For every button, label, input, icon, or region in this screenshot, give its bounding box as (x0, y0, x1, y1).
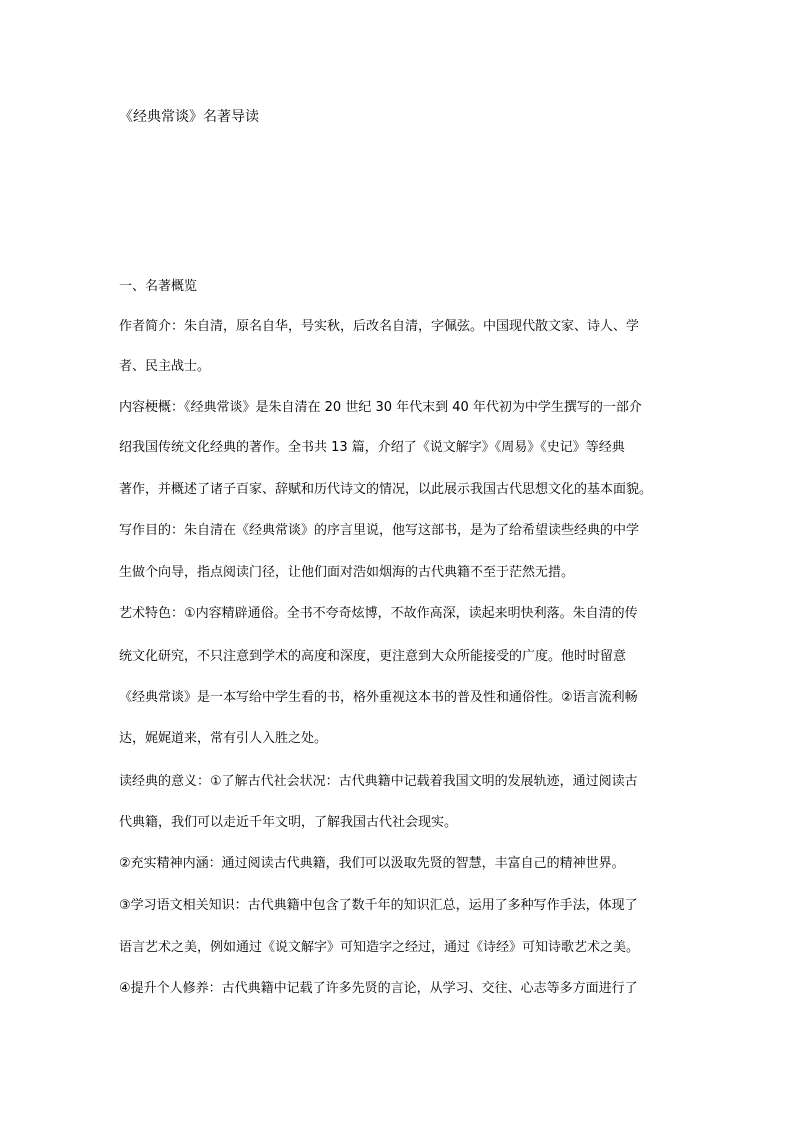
text-line: ②充实精神内涵：通过阅读古代典籍，我们可以汲取先贤的智慧，丰富自己的精神世界。 (119, 856, 625, 871)
text-line: 代典籍，我们可以走近千年文明，了解我国古代社会现实。 (119, 815, 458, 830)
text-line: 《经典常谈》是一本写给中学生看的书，格外重视这本书的普及性和通俗性。②语言流利畅 (119, 690, 638, 705)
text-line: ④提升个人修养：古代典籍中记载了许多先贤的言论，从学习、交往、心志等多方面进行了 (119, 981, 638, 996)
text-line: 语言艺术之美，例如通过《说文解字》可知造字之经过，通过《诗经》可知诗歌艺术之美。 (119, 940, 640, 955)
document-title: 《经典常谈》名著导读 (119, 109, 259, 125)
text-line: 写作目的：朱自清在《经典常谈》的序言里说，他写这部书，是为了给希望读些经典的中学 (119, 523, 640, 538)
text-line: 作者简介：朱自清，原名自华，号实秋，后改名自清，字佩弦。中国现代散文家、诗人、学 (119, 319, 640, 334)
text-line: 读经典的意义：①了解古代社会状况：古代典籍中记载着我国文明的发展轨迹，通过阅读古 (119, 774, 638, 789)
text-line: 生做个向导，指点阅读门径，让他们面对浩如烟海的古代典籍不至于茫然无措。 (119, 565, 575, 580)
text-line: 著作，并概述了诸子百家、辞赋和历代诗文的情况，以此展示我国古代思想文化的基本面貌。 (119, 482, 653, 497)
text-line: 统文化研究，不只注意到学术的高度和深度，更注意到大众所能接受的广度。他时时留意 (119, 649, 627, 664)
section-heading: 一、名著概览 (119, 279, 198, 294)
text-line: 内容梗概：《经典常谈》是朱自清在 20 世纪 30 年代末到 40 年代初为中学生撰写的一部介 (119, 400, 642, 415)
text-line: 者、民主战士。 (119, 359, 211, 374)
text-line: 艺术特色：①内容精辟通俗。全书不夸奇炫博，不故作高深，读起来明快利落。朱自清的传 (119, 606, 638, 621)
text-line: 达，娓娓道来，常有引人入胜之处。 (119, 731, 328, 746)
text-line: 绍我国传统文化经典的著作。全书共 13 篇，介绍了《说文解字》《周易》《史记》等经典 (119, 440, 625, 455)
text-line: ③学习语文相关知识：古代典籍中包含了数千年的知识汇总，运用了多种写作手法，体现了 (119, 898, 638, 913)
